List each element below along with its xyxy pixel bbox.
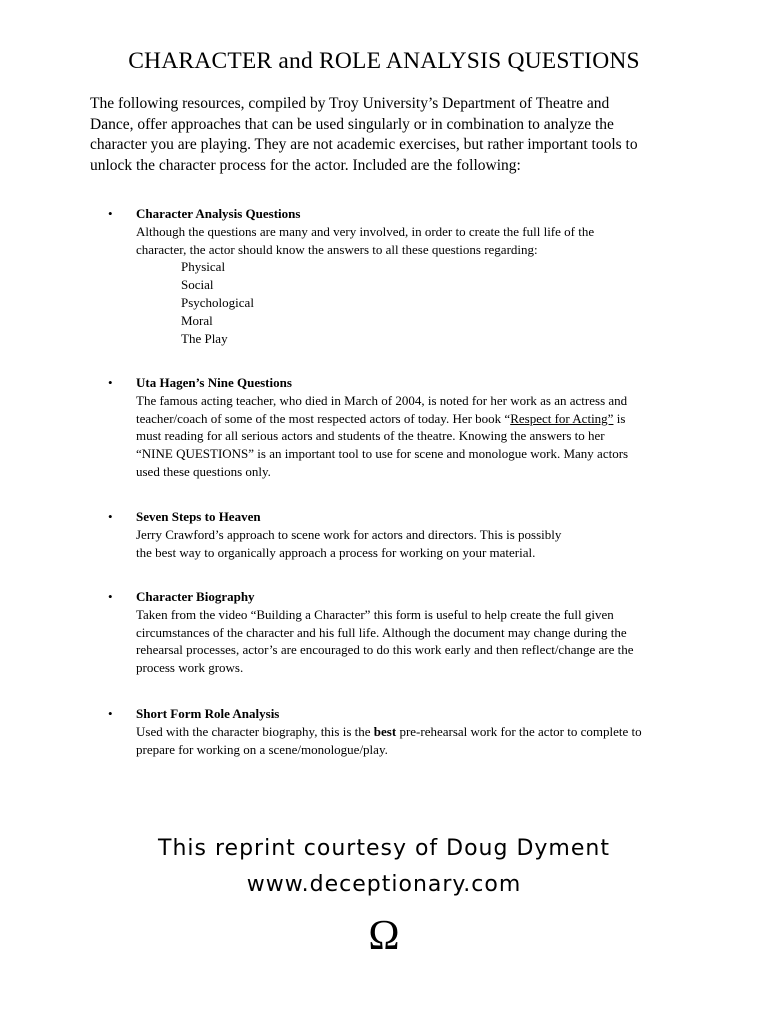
bullet-icon: • [108, 206, 113, 221]
list-item-seven-steps [108, 508, 736, 561]
intro-line: unlock the character process for the actor. Included are the following: [90, 156, 521, 174]
bullet-icon: • [108, 375, 113, 390]
sub-item: Moral [181, 312, 213, 328]
bullet-icon: • [108, 509, 113, 524]
sub-item: The Play [181, 330, 228, 346]
item-text: process work grows. [136, 660, 244, 676]
list-item-short-form [108, 705, 736, 758]
book-title-link: Respect for Acting” [510, 410, 614, 426]
item-text: character, the actor should know the answers to all these questions regarding: [136, 241, 538, 257]
list-item-character-analysis [108, 205, 736, 347]
item-text-part: pre-rehearsal work for the actor to complete to [396, 723, 642, 739]
footer-website: www.deceptionary.com [246, 872, 522, 897]
item-text: Taken from the video “Building a Character” this form is useful to help create the full given [136, 606, 614, 622]
bullet-icon: • [108, 706, 113, 721]
item-text: Jerry Crawford’s approach to scene work for actors and directors. This is possibly [136, 526, 562, 542]
intro-line: character you are playing. They are not academic exercises, but rather important tools to [90, 136, 638, 153]
page-title: CHARACTER and ROLE ANALYSIS QUESTIONS [128, 48, 640, 74]
bullet-icon: • [108, 589, 113, 604]
sub-item: Social [181, 277, 214, 293]
footer-credit: This reprint courtesy of Doug Dyment [158, 836, 610, 861]
item-text-part: Used with the character biography, this is the [136, 723, 374, 739]
intro-line: The following resources, compiled by Troy University’s Department of Theatre and [90, 95, 610, 112]
sub-item: Psychological [181, 294, 254, 310]
item-text: Although the questions are many and very involved, in order to create the full life of the [136, 223, 595, 239]
item-text: prepare for working on a scene/monologue/play. [136, 741, 388, 757]
item-text [136, 410, 736, 428]
item-text-part: is [613, 410, 626, 426]
item-heading: Short Form Role Analysis [136, 706, 280, 721]
item-heading: Seven Steps to Heaven [136, 509, 261, 524]
item-text: rehearsal processes, actor’s are encouraged to do this work early and then reflect/change are the [136, 642, 634, 658]
item-text [136, 723, 736, 741]
item-text: circumstances of the character and his full life. Although the document may change during the [136, 624, 627, 640]
item-heading: Character Biography [136, 589, 255, 604]
list-item-uta-hagen [108, 374, 736, 481]
item-text: “NINE QUESTIONS” is an important tool to use for scene and monologue work. Many actors [136, 446, 629, 462]
omega-logo-icon: Ω [368, 913, 400, 959]
item-text: The famous acting teacher, who died in March of 2004, is noted for her work as an actress and [136, 392, 628, 408]
item-text: used these questions only. [136, 463, 271, 479]
sub-item: Physical [181, 259, 226, 275]
emphasis-text: best [373, 723, 397, 739]
intro-paragraph [90, 94, 730, 176]
item-text: the best way to organically approach a process for working on your material. [136, 544, 536, 560]
list-item-character-biography [108, 588, 736, 677]
item-text-part: teacher/coach of some of the most respected actors of today. Her book “ [136, 410, 511, 426]
intro-line: Dance, offer approaches that can be used singularly or in combination to analyze the [90, 115, 614, 133]
item-text: must reading for all serious actors and students of the theatre. Knowing the answers to her [136, 428, 605, 444]
item-heading: Uta Hagen’s Nine Questions [136, 375, 292, 390]
item-heading: Character Analysis Questions [136, 206, 301, 221]
